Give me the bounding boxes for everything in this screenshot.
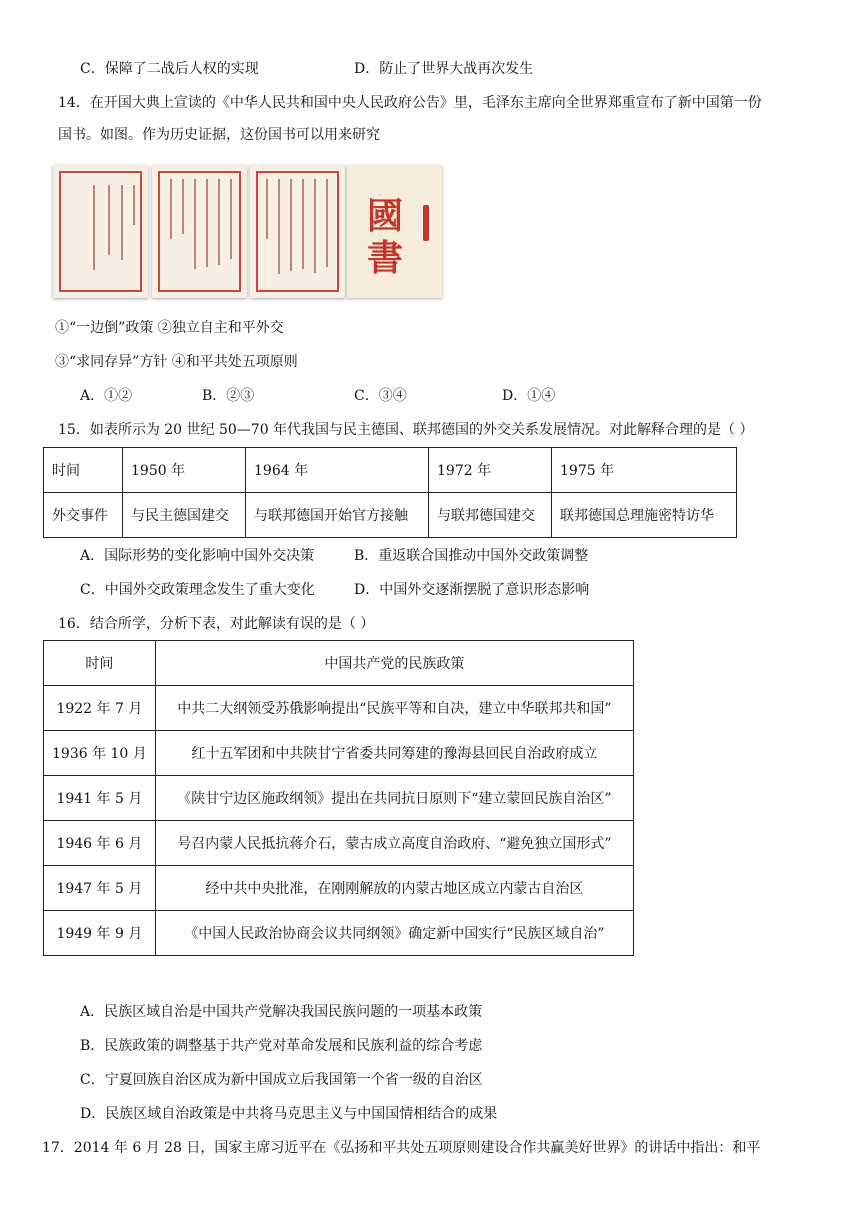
- table-row: [44, 866, 634, 911]
- option-d[interactable]: D．①④: [502, 388, 556, 404]
- question-16-stem: 16．结合所学，分析下表，对此解读有误的是（ ）: [58, 616, 375, 632]
- table-row: [44, 731, 634, 776]
- guoshu-page-2-image: [152, 165, 247, 298]
- option-c[interactable]: C．中国外交政策理念发生了重大变化: [80, 582, 315, 598]
- guoshu-seal-text: 國書: [367, 195, 404, 279]
- question-15-stem: 15．如表所示为 20 世纪 50—70 年代我国与民主德国、联邦德国的外交关系发展情况。对此解释合理的是（ ）: [58, 422, 754, 438]
- table-cell: 《陕甘宁边区施政纲领》提出在共同抗日原则下“建立蒙回民族自治区”: [155, 776, 633, 821]
- table-cell: 中共二大纲领受苏俄影响提出“民族平等和自决，建立中华联邦共和国”: [155, 686, 633, 731]
- table-cell: 1950 年: [123, 448, 246, 493]
- option-d[interactable]: D．民族区域自治政策是中共将马克思主义与中国国情相结合的成果: [80, 1106, 498, 1122]
- option-b[interactable]: B．②③: [202, 388, 255, 404]
- table-row: [44, 911, 634, 956]
- table-cell: 1972 年: [429, 448, 552, 493]
- option-d[interactable]: D．中国外交逐渐摆脱了意识形态影响: [354, 582, 590, 598]
- table-cell: 号召内蒙人民抵抗蒋介石，蒙古成立高度自治政府、“避免独立国形式”: [155, 821, 633, 866]
- question-16-table: [43, 640, 634, 956]
- table-cell: 外交事件: [44, 493, 123, 538]
- table-cell: 与联邦德国开始官方接触: [246, 493, 429, 538]
- guoshu-page-1-image: [53, 165, 148, 298]
- table-cell: 1949 年 9 月: [44, 911, 156, 956]
- option-c[interactable]: C．③④: [354, 388, 407, 404]
- question-14-stem-line1: 14．在开国大典上宣读的《中华人民共和国中央人民政府公告》里，毛泽东主席向全世界郑重宣布了新中国第一份: [58, 95, 762, 111]
- guoshu-cover-image: [347, 165, 442, 298]
- table-cell: 1964 年: [246, 448, 429, 493]
- question-17-stem: 17．2014 年 6 月 28 日，国家主席习近平在《弘扬和平共处五项原则建设合作共赢美好世界》的讲话中指出：和平: [42, 1140, 761, 1156]
- table-row: [44, 448, 737, 493]
- table-cell: 1936 年 10 月: [44, 731, 156, 776]
- table-cell: 1922 年 7 月: [44, 686, 156, 731]
- seal-mark: [423, 205, 429, 241]
- question-14-stem-line2: 国书。如图。作为历史证据，这份国书可以用来研究: [58, 127, 380, 143]
- table-row: [44, 493, 737, 538]
- table-cell: 1941 年 5 月: [44, 776, 156, 821]
- table-row: [44, 821, 634, 866]
- option-a[interactable]: A．民族区域自治是中国共产党解决我国民族问题的一项基本政策: [80, 1004, 483, 1020]
- table-cell: 红十五军团和中共陕甘宁省委共同筹建的豫海县回民自治政府成立: [155, 731, 633, 776]
- table-cell: 《中国人民政治协商会议共同纲领》确定新中国实行“民族区域自治”: [155, 911, 633, 956]
- table-row: [44, 686, 634, 731]
- option-d[interactable]: D．防止了世界大战再次发生: [354, 61, 534, 77]
- question-15-table: [43, 447, 737, 538]
- table-cell: 经中共中央批准，在刚刚解放的内蒙古地区成立内蒙古自治区: [155, 866, 633, 911]
- table-cell: 时间: [44, 448, 123, 493]
- table-cell: 1947 年 5 月: [44, 866, 156, 911]
- guoshu-page-3-image: [250, 165, 345, 298]
- option-b[interactable]: B．重返联合国推动中国外交政策调整: [354, 548, 589, 564]
- option-a[interactable]: A．国际形势的变化影响中国外交决策: [80, 548, 315, 564]
- question-14-items-line2: ③“求同存异”方针 ④和平共处五项原则: [55, 354, 298, 370]
- option-c[interactable]: C．宁夏回族自治区成为新中国成立后我国第一个省一级的自治区: [80, 1072, 483, 1088]
- question-14-items-line1: ①“一边倒”政策 ②独立自主和平外交: [55, 320, 284, 336]
- table-cell: 联邦德国总理施密特访华: [552, 493, 737, 538]
- table-row: [44, 776, 634, 821]
- table-cell: 1975 年: [552, 448, 737, 493]
- option-b[interactable]: B．民族政策的调整基于共产党对革命发展和民族利益的综合考虑: [80, 1038, 483, 1054]
- table-cell: 与联邦德国建交: [429, 493, 552, 538]
- option-c[interactable]: C．保障了二战后人权的实现: [80, 61, 259, 77]
- table-row: [44, 641, 634, 686]
- option-a[interactable]: A．①②: [80, 388, 133, 404]
- table-cell: 与民主德国建交: [123, 493, 246, 538]
- table-cell: 1946 年 6 月: [44, 821, 156, 866]
- table-header-cell: 时间: [44, 641, 156, 686]
- table-header-cell: 中国共产党的民族政策: [155, 641, 633, 686]
